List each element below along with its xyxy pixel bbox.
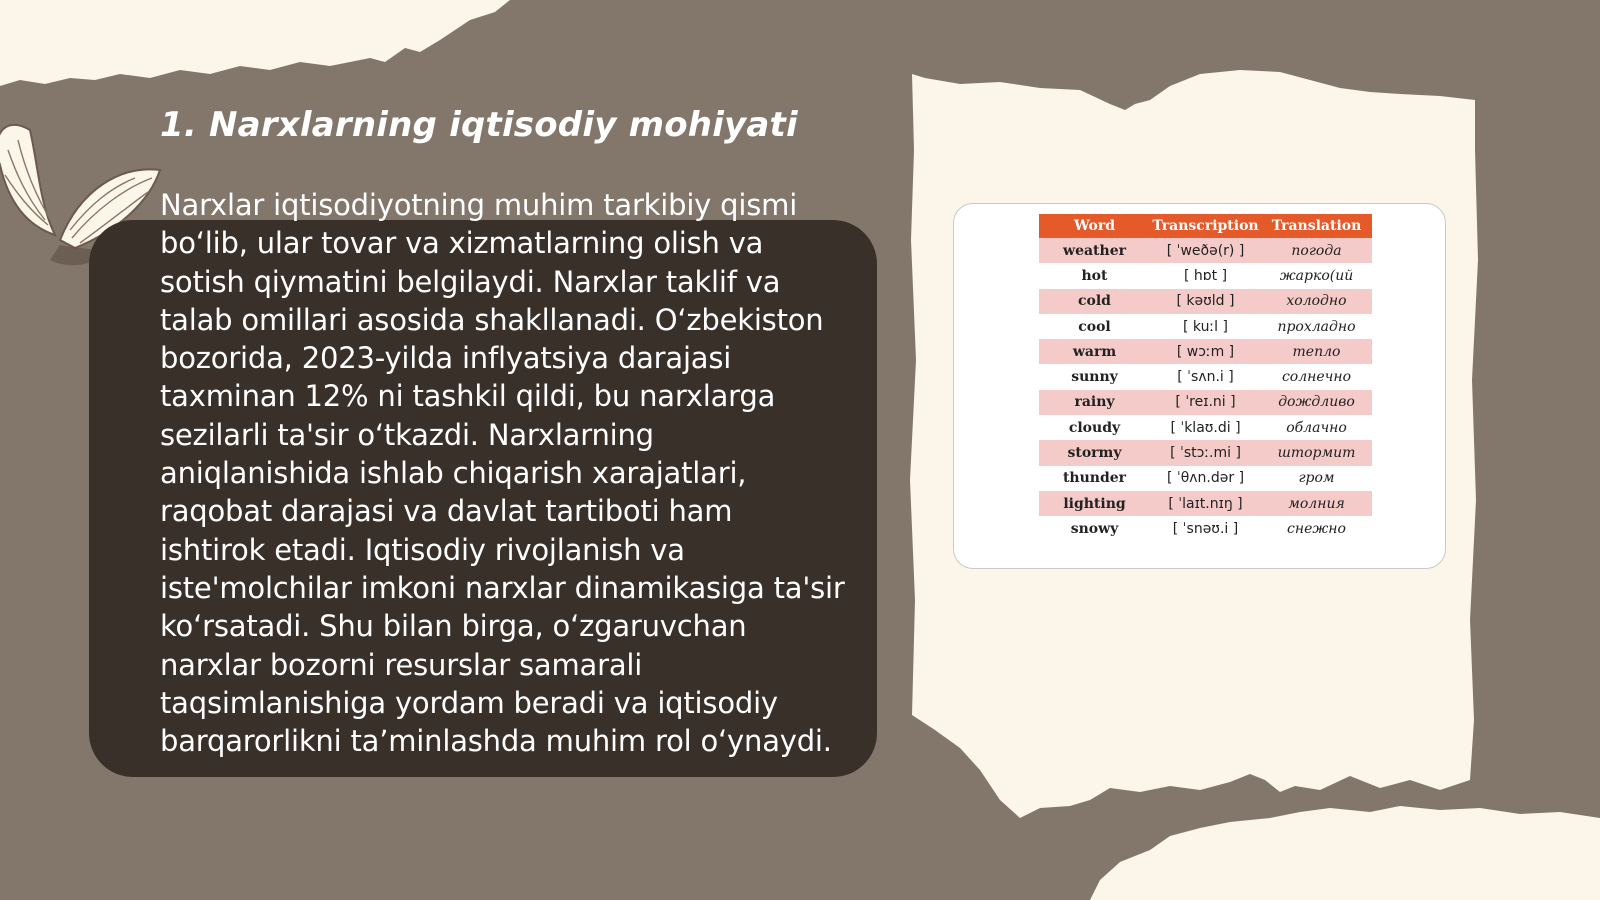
- table-row: [1039, 516, 1372, 541]
- cell-word: warm: [1039, 339, 1150, 364]
- cell-word: sunny: [1039, 364, 1150, 389]
- cell-translation: облачно: [1261, 415, 1372, 440]
- cell-transcription: [ ˈsʌn.i ]: [1150, 364, 1261, 389]
- vocab-table-body: [1039, 238, 1372, 542]
- cell-word: weather: [1039, 238, 1150, 263]
- cell-transcription: [ ˈweðə(r) ]: [1150, 238, 1261, 263]
- header-transcription: Transcription: [1150, 214, 1261, 238]
- cell-transcription: [ wɔːm ]: [1150, 339, 1261, 364]
- table-row: [1039, 238, 1372, 263]
- vocab-table-card: [953, 203, 1446, 569]
- cell-transcription: [ ˈlaɪt.nɪŋ ]: [1150, 491, 1261, 516]
- table-row: [1039, 263, 1372, 288]
- cell-transcription: [ kəʊld ]: [1150, 289, 1261, 314]
- cell-translation: прохладно: [1261, 314, 1372, 339]
- cell-word: rainy: [1039, 390, 1150, 415]
- cell-translation: холодно: [1261, 289, 1372, 314]
- cell-word: cool: [1039, 314, 1150, 339]
- table-row: [1039, 314, 1372, 339]
- cell-word: thunder: [1039, 466, 1150, 491]
- vocab-table: [1039, 214, 1372, 542]
- cell-translation: гром: [1261, 466, 1372, 491]
- cell-transcription: [ ˈsnəʊ.i ]: [1150, 516, 1261, 541]
- cell-transcription: [ ˈθʌn.dər ]: [1150, 466, 1261, 491]
- cell-translation: снежно: [1261, 516, 1372, 541]
- torn-paper-bottom-right: [1090, 806, 1600, 900]
- table-row: [1039, 364, 1372, 389]
- cell-transcription: [ hɒt ]: [1150, 263, 1261, 288]
- torn-paper-top-left: [0, 0, 510, 86]
- cell-word: snowy: [1039, 516, 1150, 541]
- cell-word: stormy: [1039, 440, 1150, 465]
- cell-transcription: [ ˈreɪ.ni ]: [1150, 390, 1261, 415]
- table-row: [1039, 339, 1372, 364]
- table-row: [1039, 415, 1372, 440]
- cell-word: lighting: [1039, 491, 1150, 516]
- cell-word: cloudy: [1039, 415, 1150, 440]
- cell-word: cold: [1039, 289, 1150, 314]
- cell-translation: тепло: [1261, 339, 1372, 364]
- header-word: Word: [1039, 214, 1150, 238]
- slide-body-text: Narxlar iqtisodiyotning muhim tarkibiy qismi bo‘lib, ular tovar va xizmatlarning olish va sotish qiymatini belgilaydi. Narxlar taklif va talab omillari asosida shakllanadi. O‘zbekiston bozorida, 2023-yilda inflyatsiya darajasi taxminan 12% ni tashkil qildi, bu narxlarga sezilarli ta'sir o‘tkazdi. Narxlarning aniqlanishida ishlab chiqarish xarajatlari, raqobat darajasi va davlat tartiboti ham ishtirok etadi. Iqtisodiy rivojlanish va iste'molchilar imkoni narxlar dinamikasiga ta'sir ko‘rsatadi. Shu bilan birga, o‘zgaruvchan narxlar bozorni resurslar samarali taqsimlanishiga yordam beradi va iqtisodiy barqarorlikni ta’minlashda muhim rol o‘ynaydi.: [160, 188, 845, 759]
- slide-title: 1. Narxlarning iqtisodiy mohiyati: [160, 105, 798, 145]
- table-row: [1039, 390, 1372, 415]
- cell-transcription: [ ˈstɔː.mi ]: [1150, 440, 1261, 465]
- cell-translation: жарко(ий: [1261, 263, 1372, 288]
- table-row: [1039, 289, 1372, 314]
- table-row: [1039, 491, 1372, 516]
- table-row: [1039, 466, 1372, 491]
- cell-translation: дождливо: [1261, 390, 1372, 415]
- cell-transcription: [ kuːl ]: [1150, 314, 1261, 339]
- cell-translation: солнечно: [1261, 364, 1372, 389]
- table-header-row: [1039, 214, 1372, 238]
- header-translation: Translation: [1261, 214, 1372, 238]
- cell-word: hot: [1039, 263, 1150, 288]
- cell-translation: молния: [1261, 491, 1372, 516]
- cell-translation: погода: [1261, 238, 1372, 263]
- cell-transcription: [ ˈklaʊ.di ]: [1150, 415, 1261, 440]
- table-row: [1039, 440, 1372, 465]
- cell-translation: штормит: [1261, 440, 1372, 465]
